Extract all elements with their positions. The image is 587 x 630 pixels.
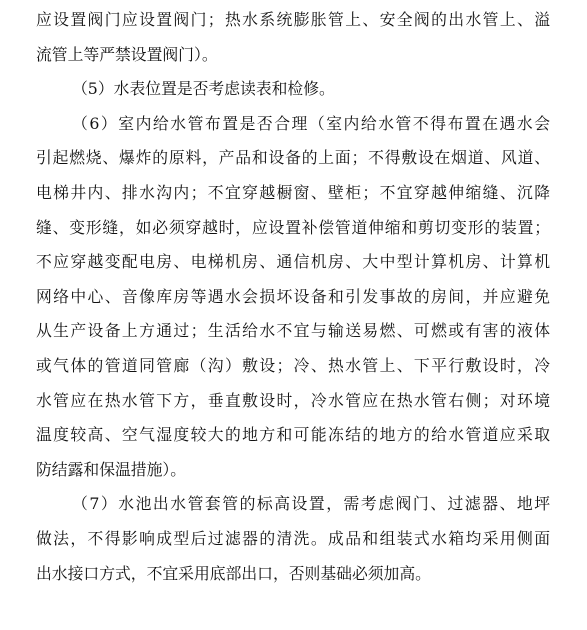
text-line: 电梯井内、排水沟内；不宜穿越橱窗、壁柜；不宜穿越伸缩缝、沉降 xyxy=(36,182,550,202)
paragraph-item-7 xyxy=(36,487,550,591)
text-line: 出水接口方式，不宜采用底部出口，否则基础必须加高。 xyxy=(36,563,431,583)
paragraph-continued xyxy=(36,3,550,72)
text-line: 水管应在热水管下方，垂直敷设时，冷水管应在热水管右侧；对环境 xyxy=(36,390,550,410)
text-line: 从生产设备上方通过；生活给水不宜与输送易燃、可燃或有害的液体 xyxy=(36,321,550,341)
text-line: （7）水池出水管套管的标高设置，需考虑阀门、过滤器、地坪 xyxy=(72,494,550,514)
text-line: 缝、变形缝，如必须穿越时，应设置补偿管道伸缩和剪切变形的装置； xyxy=(36,217,550,237)
text-line: 应设置阀门应设置阀门；热水系统膨胀管上、安全阀的出水管上、溢 xyxy=(36,10,550,29)
text-line: 不应穿越变配电房、电梯机房、通信机房、大中型计算机房、计算机 xyxy=(36,252,550,272)
text-line: 或气体的管道同管廊（沟）敷设；冷、热水管上、下平行敷设时，冷 xyxy=(36,355,550,375)
document-page xyxy=(36,3,550,591)
text-line: 流管上等严禁设置阀门）。 xyxy=(36,44,218,64)
text-line: 网络中心、音像库房等遇水会损坏设备和引发事故的房间，并应避免 xyxy=(36,286,550,306)
text-line: 做法，不得影响成型后过滤器的清洗。成品和组装式水箱均采用侧面 xyxy=(36,528,550,548)
text-line: 防结露和保温措施）。 xyxy=(36,459,187,479)
text-line: 温度较高、空气湿度较大的地方和可能冻结的地方的给水管道应采取 xyxy=(36,425,550,445)
paragraph-item-6 xyxy=(36,107,550,488)
text-line: （6）室内给水管布置是否合理（室内给水管不得布置在遇水会 xyxy=(72,113,550,133)
paragraph-item-5 xyxy=(36,72,550,107)
text-line: （5）水表位置是否考虑读表和检修。 xyxy=(72,79,335,99)
text-line: 引起燃烧、爆炸的原料，产品和设备的上面；不得敷设在烟道、风道、 xyxy=(36,148,550,168)
